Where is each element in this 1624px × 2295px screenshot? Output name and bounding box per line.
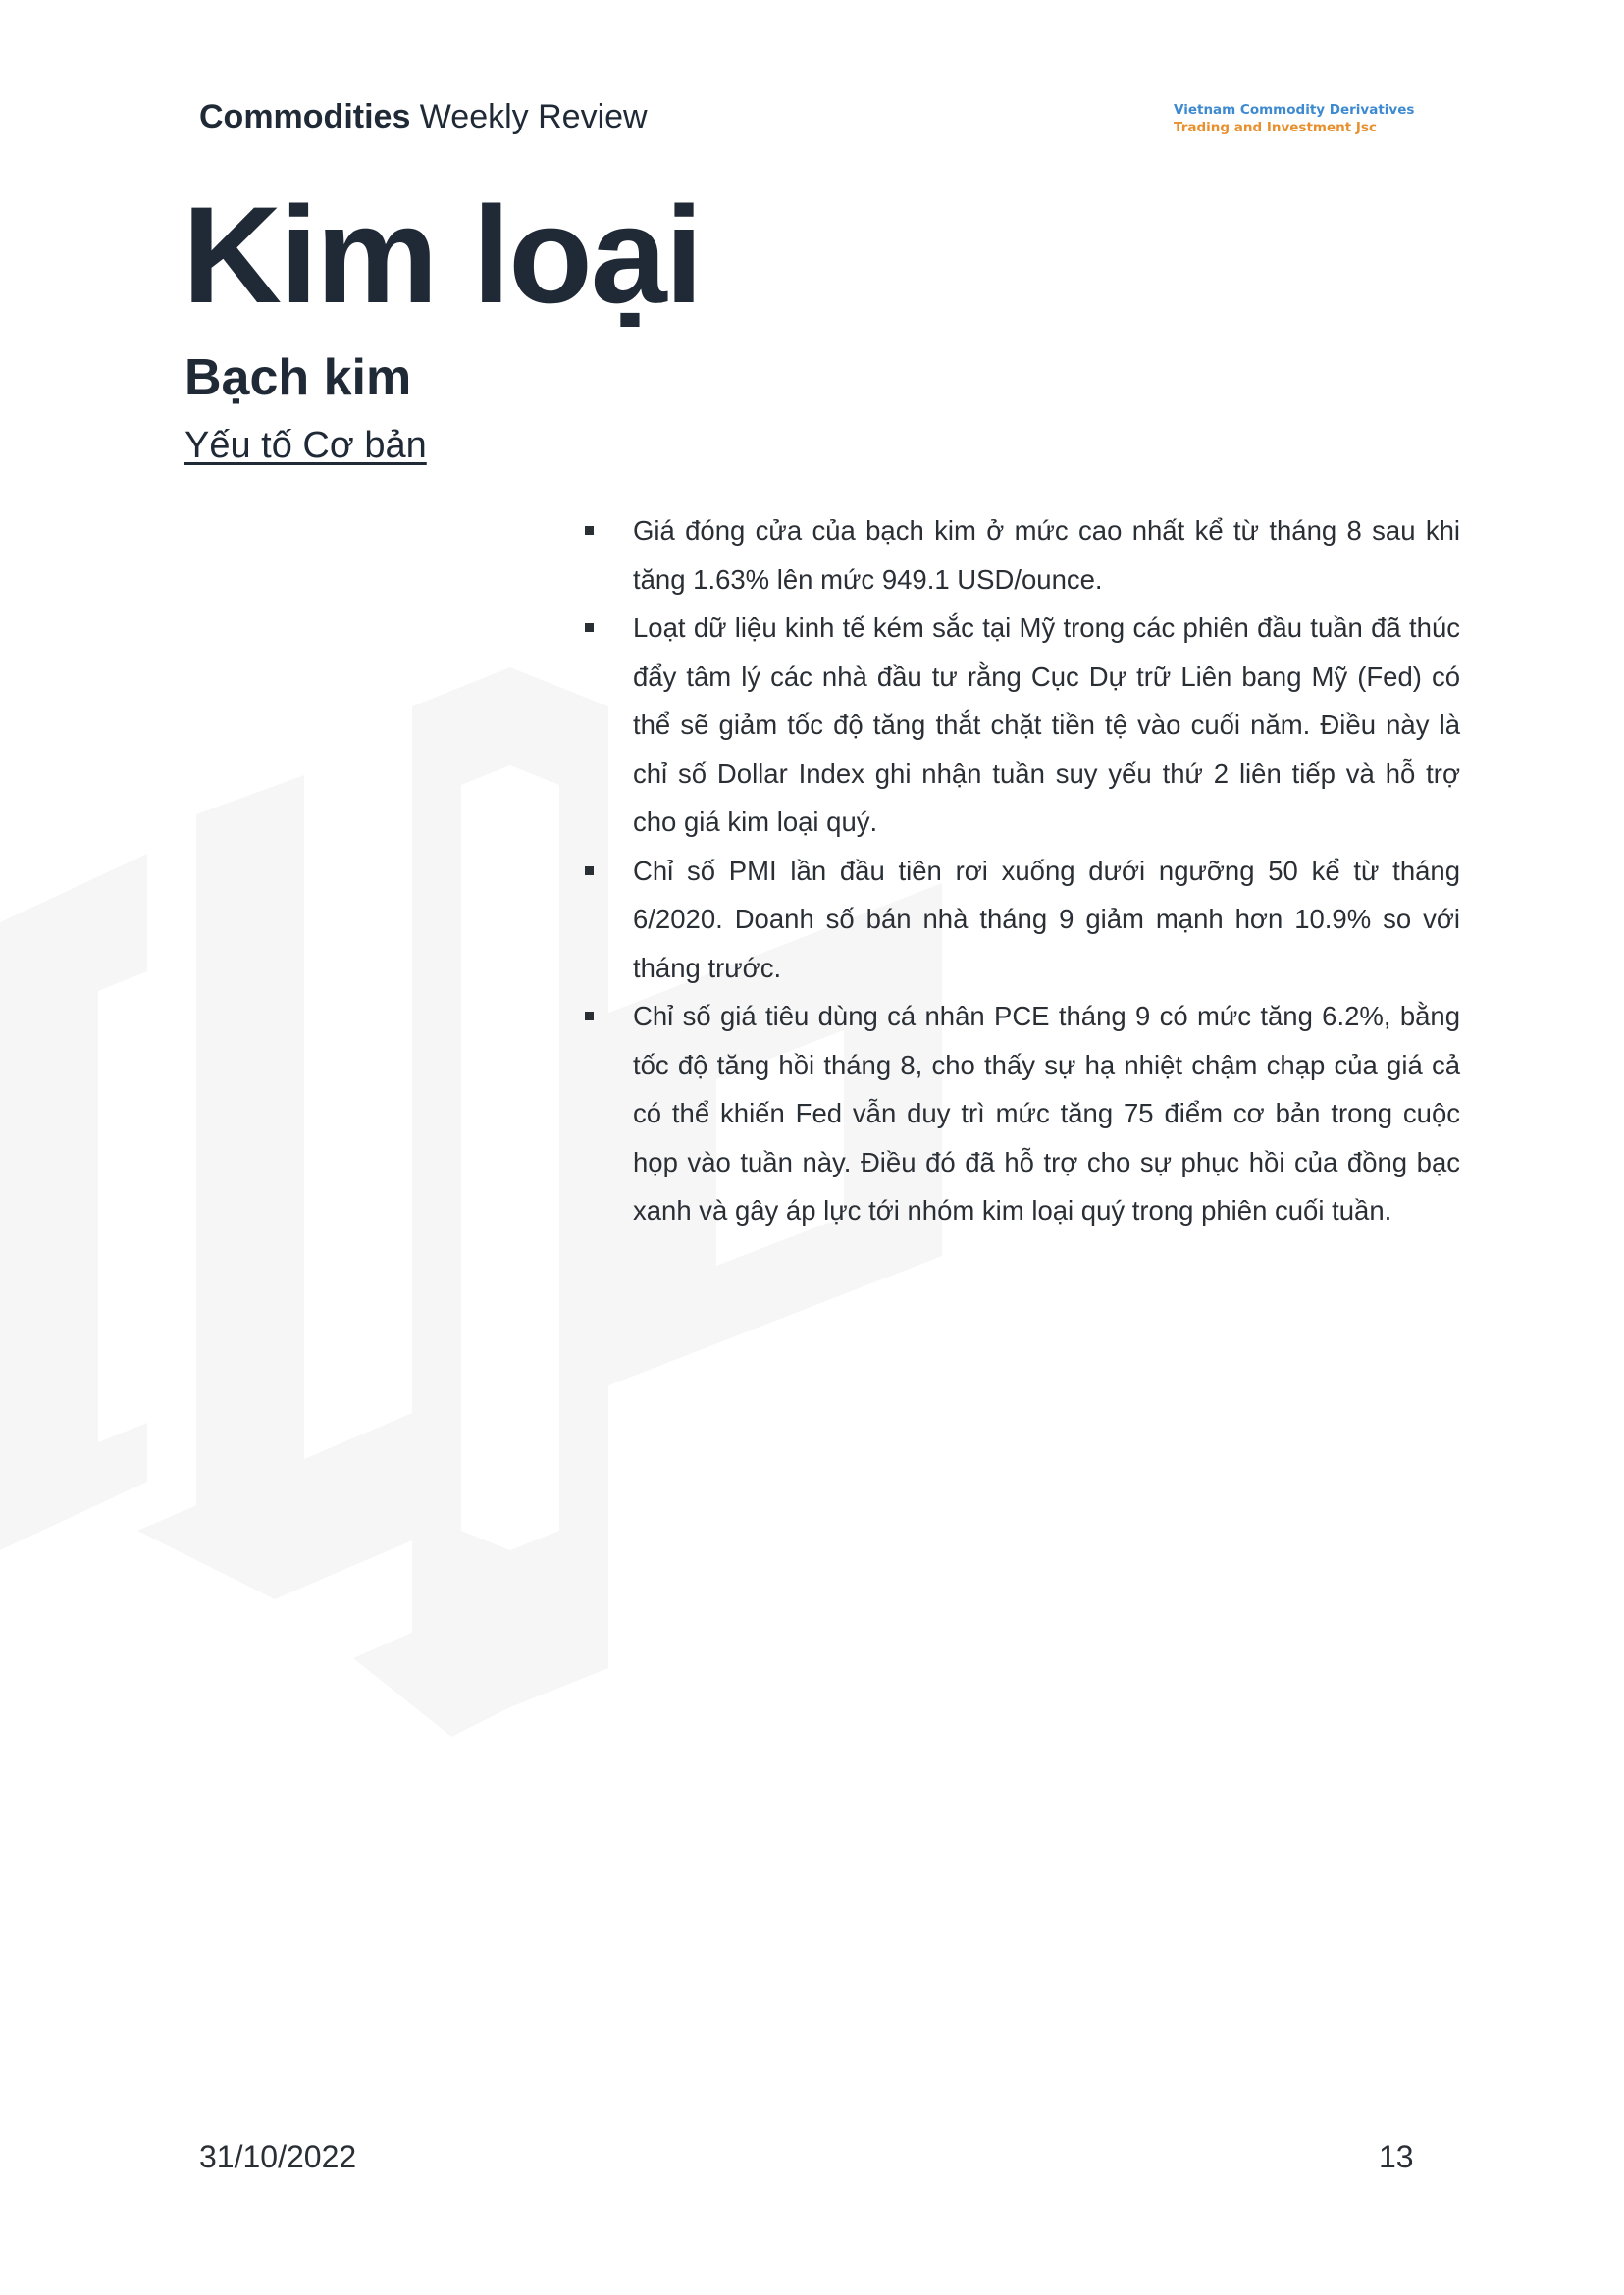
bullet-text: Giá đóng cửa của bạch kim ở mức cao nhất kể từ tháng 8 sau khi tăng 1.63% lên mức 949.1 USD/ounce.	[633, 515, 1460, 595]
bullet-text: Loạt dữ liệu kinh tế kém sắc tại Mỹ trong các phiên đầu tuần đã thúc đẩy tâm lý các nhà đầu tư rằng Cục Dự trữ Liên bang Mỹ (Fed) có thể sẽ giảm tốc độ tăng thắt chặt tiền tệ vào cuối năm. Điều này là chỉ số Dollar Index ghi nhận tuần suy yếu thứ 2 liên tiếp và hỗ trợ cho giá kim loại quý.	[633, 612, 1460, 837]
company-logo-line2: Trading and Investment Jsc	[1174, 120, 1377, 135]
page-title: Kim loại	[183, 178, 702, 332]
square-bullet-icon	[585, 866, 594, 875]
square-bullet-icon	[585, 1012, 594, 1020]
square-bullet-icon	[585, 623, 594, 632]
footer-date: 31/10/2022	[199, 2139, 357, 2174]
report-brand-rest: Weekly Review	[410, 98, 648, 135]
square-bullet-icon	[585, 526, 594, 535]
bullet-text: Chỉ số PMI lần đầu tiên rơi xuống dưới ngưỡng 50 kể từ tháng 6/2020. Doanh số bán nhà tháng 9 giảm mạnh hơn 10.9% so với tháng trước.	[633, 855, 1460, 983]
bullet-item	[584, 603, 1460, 847]
bullet-item	[584, 506, 1460, 603]
section-title: Bạch kim	[184, 349, 412, 406]
bullet-text: Chỉ số giá tiêu dùng cá nhân PCE tháng 9 có mức tăng 6.2%, bằng tốc độ tăng hồi tháng 8, cho thấy sự hạ nhiệt chậm chạp của giá cả có thể khiến Fed vẫn duy trì mức tăng 75 điểm cơ bản trong cuộc họp vào tuần này. Điều đó đã hỗ trợ cho sự phục hồi của đồng bạc xanh và gây áp lực tới nhóm kim loại quý trong phiên cuối tuần.	[633, 1001, 1460, 1226]
report-header	[199, 98, 648, 136]
subsection-title: Yếu tố Cơ bản	[184, 425, 427, 466]
company-logo	[1174, 101, 1414, 136]
company-logo-line1: Vietnam Commodity Derivatives	[1174, 102, 1415, 118]
bullet-item	[584, 992, 1460, 1235]
bullet-list	[584, 506, 1460, 1235]
report-brand-strong: Commodities	[199, 98, 411, 135]
footer-page-number: 13	[1379, 2139, 1414, 2174]
bullet-item	[584, 847, 1460, 993]
